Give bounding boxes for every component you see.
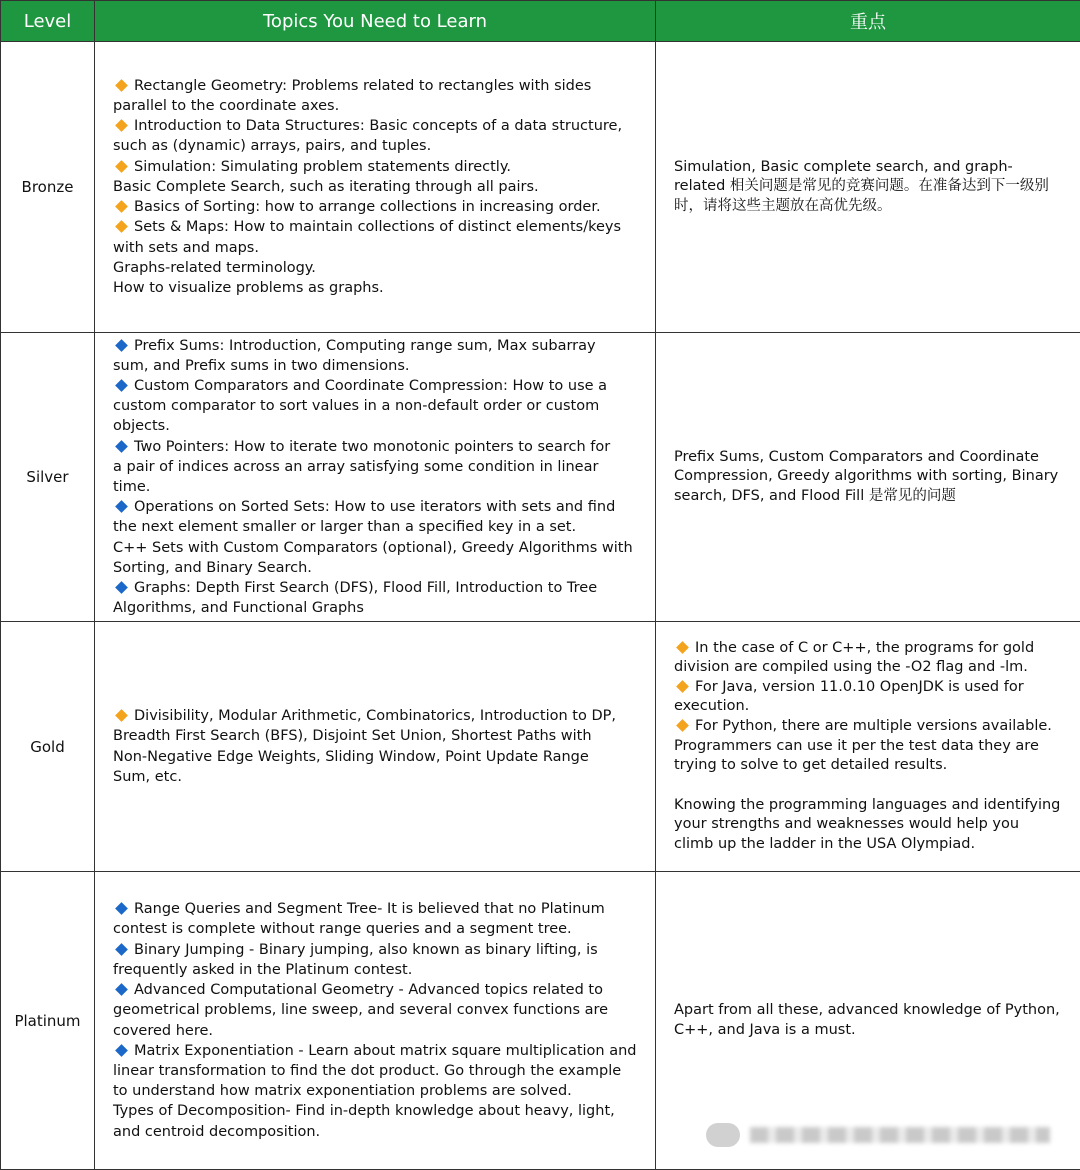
line-text: Simulation, Basic complete search, and graph- <box>674 159 1013 175</box>
text-line <box>674 697 1076 717</box>
text-line <box>113 477 651 497</box>
line-text: a pair of indices across an array satisfying some condition in linear <box>113 459 598 475</box>
line-text: with sets and maps. <box>113 240 259 256</box>
text-line <box>113 747 651 767</box>
line-text: Graphs: Depth First Search (DFS), Flood Fill, Introduction to Tree <box>134 580 597 596</box>
text-line <box>113 136 651 156</box>
text-line <box>113 538 651 558</box>
diamond-bullet-icon <box>115 440 128 453</box>
text-line <box>113 96 651 116</box>
text-line <box>113 706 651 726</box>
line-text: division are compiled using the -O2 flag and -lm. <box>674 659 1028 675</box>
header-row <box>1 1 1080 42</box>
text-line <box>674 678 1076 698</box>
line-text: Binary Jumping - Binary jumping, also known as binary lifting, is <box>134 942 598 958</box>
line-text: Rectangle Geometry: Problems related to rectangles with sides <box>134 78 591 94</box>
text-line <box>674 796 1076 816</box>
line-text: Custom Comparators and Coordinate Compression: How to use a <box>134 378 607 394</box>
line-text: custom comparator to sort values in a non-default order or custom <box>113 398 599 414</box>
text-line <box>113 157 651 177</box>
line-text: Prefix Sums: Introduction, Computing range sum, Max subarray <box>134 338 596 354</box>
line-text: C++, and Java is a must. <box>674 1022 856 1038</box>
diamond-bullet-icon <box>115 200 128 213</box>
text-line <box>113 1081 651 1101</box>
text-line <box>674 158 1076 178</box>
diamond-bullet-icon <box>115 1044 128 1057</box>
line-text: Algorithms, and Functional Graphs <box>113 600 364 616</box>
line-text: climb up the ladder in the USA Olympiad. <box>674 836 975 852</box>
text-line <box>113 217 651 237</box>
text-line <box>113 899 651 919</box>
line-text: Two Pointers: How to iterate two monotonic pointers to search for <box>134 439 610 455</box>
diamond-bullet-icon <box>115 500 128 513</box>
diamond-bullet-icon <box>115 581 128 594</box>
line-text: Sets & Maps: How to maintain collections of distinct elements/keys <box>134 219 621 235</box>
text-line <box>113 336 651 356</box>
text-line <box>113 416 651 436</box>
text-line <box>674 835 1076 855</box>
blank-line <box>674 776 1076 796</box>
text-line <box>674 1001 1076 1021</box>
text-line <box>113 197 651 217</box>
focus-cell <box>656 622 1080 872</box>
line-text: Advanced Computational Geometry - Advanced topics related to <box>134 982 603 998</box>
line-text: Knowing the programming languages and identifying <box>674 797 1060 813</box>
line-text: Prefix Sums, Custom Comparators and Coordinate <box>674 449 1039 465</box>
diamond-bullet-icon <box>115 79 128 92</box>
text-line <box>113 278 651 298</box>
wechat-logo-icon <box>706 1123 740 1147</box>
text-line <box>113 1000 651 1020</box>
line-text: Sum, etc. <box>113 769 182 785</box>
line-text: Basics of Sorting: how to arrange collections in increasing order. <box>134 199 601 215</box>
focus-cell <box>656 333 1080 622</box>
line-text: frequently asked in the Platinum contest. <box>113 962 412 978</box>
line-text: 时，请将这些主题放在高优先级。 <box>674 198 892 214</box>
topics-cell <box>95 622 656 872</box>
text-line <box>113 919 651 939</box>
line-text: Sorting, and Binary Search. <box>113 560 312 576</box>
text-line <box>674 717 1076 737</box>
line-text: geometrical problems, line sweep, and several convex functions are <box>113 1002 608 1018</box>
text-line <box>113 238 651 258</box>
line-text: Non-Negative Edge Weights, Sliding Window, Point Update Range <box>113 749 589 765</box>
text-line <box>113 356 651 376</box>
text-line <box>674 197 1076 217</box>
text-line <box>113 558 651 578</box>
text-line <box>674 177 1076 197</box>
header-topics: Topics You Need to Learn <box>95 1 656 42</box>
line-text: Basic Complete Search, such as iterating through all pairs. <box>113 179 539 195</box>
text-line <box>113 767 651 787</box>
text-line <box>674 487 1076 507</box>
line-text: Types of Decomposition- Find in-depth knowledge about heavy, light, <box>113 1103 615 1119</box>
text-line <box>674 756 1076 776</box>
line-text: your strengths and weaknesses would help you <box>674 816 1019 832</box>
line-text: related 相关问题是常见的竞赛问题。在准备达到下一级别 <box>674 178 1049 194</box>
text-line <box>113 457 651 477</box>
text-line <box>113 1101 651 1121</box>
line-text: linear transformation to find the dot product. Go through the example <box>113 1063 621 1079</box>
line-text: For Java, version 11.0.10 OpenJDK is used for <box>695 679 1024 695</box>
blurred-watermark <box>706 1123 1050 1147</box>
text-line <box>674 737 1076 757</box>
line-text: Operations on Sorted Sets: How to use iterators with sets and find <box>134 499 615 515</box>
text-line <box>113 726 651 746</box>
focus-cell <box>656 42 1080 333</box>
diamond-bullet-icon <box>115 379 128 392</box>
line-text: C++ Sets with Custom Comparators (optional), Greedy Algorithms with <box>113 540 633 556</box>
topics-cell <box>95 42 656 333</box>
text-line <box>113 116 651 136</box>
diamond-bullet-icon <box>676 641 689 654</box>
diamond-bullet-icon <box>115 709 128 722</box>
line-text: How to visualize problems as graphs. <box>113 280 384 296</box>
text-line <box>113 1021 651 1041</box>
text-line <box>113 437 651 457</box>
text-line <box>113 578 651 598</box>
text-line <box>113 76 651 96</box>
line-text: Compression, Greedy algorithms with sorting, Binary <box>674 468 1058 484</box>
text-line <box>113 258 651 278</box>
topics-cell <box>95 872 656 1170</box>
line-text: Apart from all these, advanced knowledge of Python, <box>674 1002 1060 1018</box>
line-text: execution. <box>674 698 749 714</box>
line-text: Matrix Exponentiation - Learn about matrix square multiplication and <box>134 1043 637 1059</box>
text-line <box>674 639 1076 659</box>
diamond-bullet-icon <box>676 680 689 693</box>
text-line <box>674 1021 1076 1041</box>
diamond-bullet-icon <box>115 902 128 915</box>
line-text: Breadth First Search (BFS), Disjoint Set Union, Shortest Paths with <box>113 728 592 744</box>
text-line <box>113 1061 651 1081</box>
line-text: objects. <box>113 418 170 434</box>
line-text: search, DFS, and Flood Fill 是常见的问题 <box>674 488 956 504</box>
text-line <box>113 497 651 517</box>
line-text: the next element smaller or larger than a specified key in a set. <box>113 519 576 535</box>
text-line <box>113 598 651 618</box>
text-line <box>674 448 1076 468</box>
watermark-blur <box>750 1127 1050 1143</box>
line-text: Introduction to Data Structures: Basic concepts of a data structure, <box>134 118 622 134</box>
topics-cell <box>95 333 656 622</box>
line-text: Graphs-related terminology. <box>113 260 316 276</box>
line-text: contest is complete without range queries and a segment tree. <box>113 921 572 937</box>
line-text: such as (dynamic) arrays, pairs, and tuples. <box>113 138 431 154</box>
line-text: sum, and Prefix sums in two dimensions. <box>113 358 410 374</box>
text-line <box>113 980 651 1000</box>
diamond-bullet-icon <box>676 719 689 732</box>
table-row-gold <box>1 622 1080 872</box>
table-row-bronze <box>1 42 1080 333</box>
line-text: Programmers can use it per the test data they are <box>674 738 1039 754</box>
line-text: For Python, there are multiple versions available. <box>695 718 1052 734</box>
text-line <box>674 658 1076 678</box>
diamond-bullet-icon <box>115 160 128 173</box>
table-row-silver <box>1 333 1080 622</box>
text-line <box>113 396 651 416</box>
level-cell: Platinum <box>1 872 95 1170</box>
diamond-bullet-icon <box>115 220 128 233</box>
text-line <box>113 1041 651 1061</box>
diamond-bullet-icon <box>115 983 128 996</box>
text-line <box>113 177 651 197</box>
line-text: and centroid decomposition. <box>113 1124 320 1140</box>
header-focus: 重点 <box>656 1 1080 42</box>
text-line <box>113 1122 651 1142</box>
header-level: Level <box>1 1 95 42</box>
line-text: Divisibility, Modular Arithmetic, Combinatorics, Introduction to DP, <box>134 708 616 724</box>
text-line <box>113 940 651 960</box>
line-text: In the case of C or C++, the programs for gold <box>695 640 1034 656</box>
line-text: covered here. <box>113 1023 213 1039</box>
text-line <box>674 815 1076 835</box>
level-cell: Gold <box>1 622 95 872</box>
line-text: Range Queries and Segment Tree- It is believed that no Platinum <box>134 901 605 917</box>
text-line <box>113 376 651 396</box>
text-line <box>674 467 1076 487</box>
level-cell: Silver <box>1 333 95 622</box>
diamond-bullet-icon <box>115 943 128 956</box>
line-text: to understand how matrix exponentiation problems are solved. <box>113 1083 572 1099</box>
level-cell: Bronze <box>1 42 95 333</box>
line-text: parallel to the coordinate axes. <box>113 98 339 114</box>
text-line <box>113 517 651 537</box>
text-line <box>113 960 651 980</box>
line-text: Simulation: Simulating problem statements directly. <box>134 159 511 175</box>
diamond-bullet-icon <box>115 119 128 132</box>
line-text: trying to solve to get detailed results. <box>674 757 947 773</box>
line-text: time. <box>113 479 150 495</box>
diamond-bullet-icon <box>115 339 128 352</box>
